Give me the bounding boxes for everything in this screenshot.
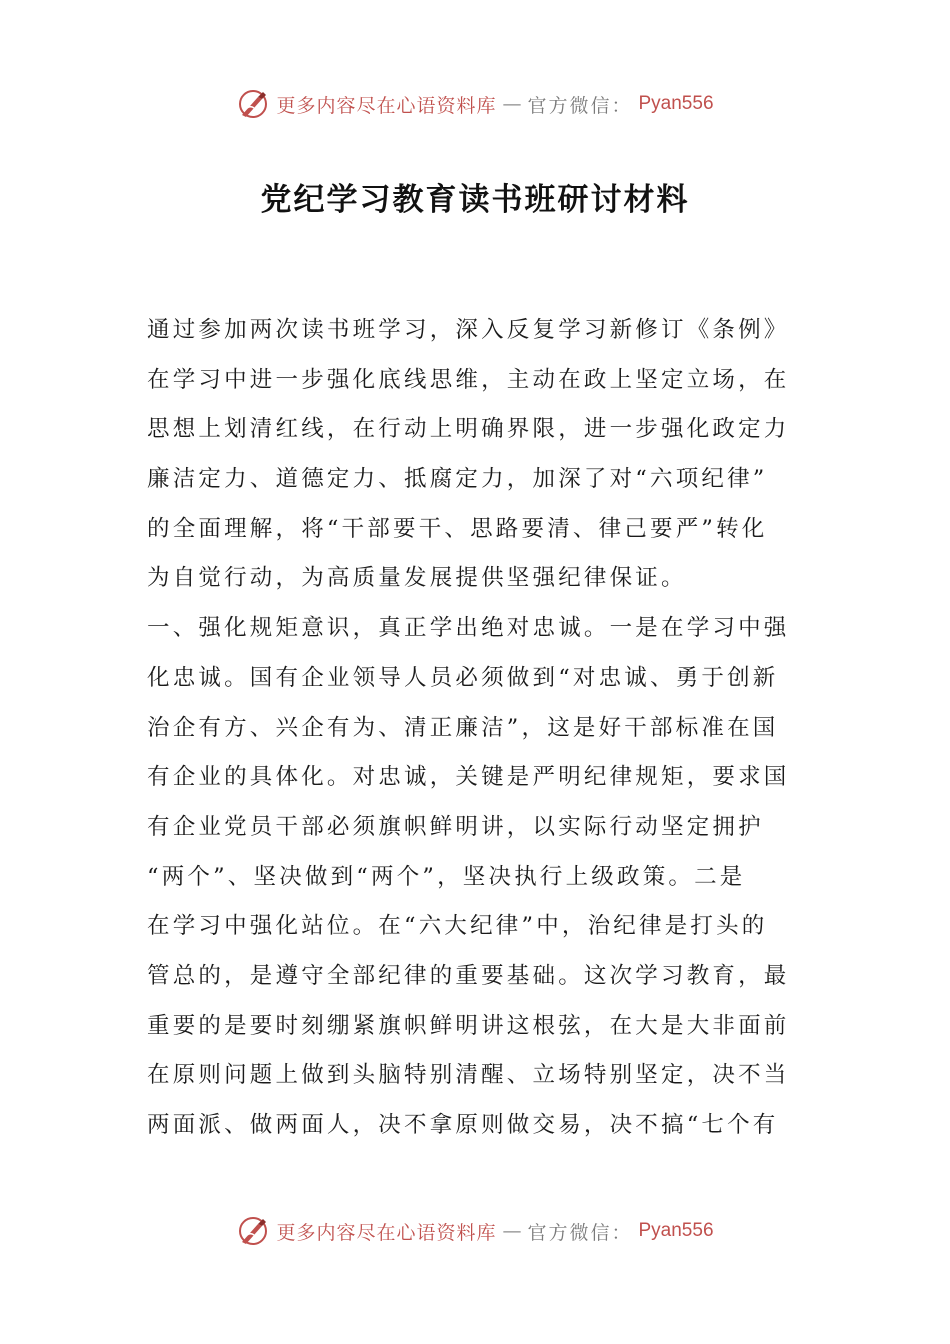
banner-contact-label: 官方微信： <box>527 94 633 117</box>
body-line: 的全面理解，将“干部要干、思路要清、律己要严”转化 <box>147 515 768 542</box>
body-line: 在学习中进一步强化底线思维，主动在政上坚定立场，在 <box>147 366 790 393</box>
document-title: 党纪学习教育读书班研讨材料 <box>260 182 690 218</box>
footer-banner <box>0 1211 950 1251</box>
body-line: 为自觉行动，为高质量发展提供坚强纪律保证。 <box>147 565 687 592</box>
header-banner <box>0 84 950 124</box>
body-line: 廉洁定力、道德定力、抵腐定力，加深了对“六项纪律” <box>147 466 768 493</box>
body-line: 管总的，是遵守全部纪律的重要基础。这次学习教育，最 <box>147 962 790 989</box>
body-line: 两面派、做两面人，决不拿原则做交易，决不搞“七个有 <box>147 1112 779 1138</box>
body-line: 重要的是要时刻绷紧旗帜鲜明讲这根弦，在大是大非面前 <box>147 1012 790 1039</box>
banner-separator: — <box>502 93 522 115</box>
pen-logo-icon <box>236 87 270 121</box>
banner-separator: — <box>502 1220 522 1242</box>
banner-contact-label: 官方微信： <box>527 1221 633 1244</box>
body-line: 有企业党员干部必须旗帜鲜明讲，以实际行动坚定拥护 <box>147 813 764 840</box>
banner-promo-text: 更多内容尽在心语资料库 <box>276 94 497 117</box>
body-line: 通过参加两次读书班学习，深入反复学习新修订《条例》 <box>147 317 790 343</box>
body-line: 治企有方、兴企有为、清正廉洁”，这是好干部标准在国 <box>147 714 779 741</box>
body-line: 有企业的具体化。对忠诚，关键是严明纪律规矩，要求国 <box>147 764 790 791</box>
body-line: “两个”、坚决做到“两个”，坚决执行上级政策。二是 <box>147 863 746 890</box>
body-line: 在原则问题上做到头脑特别清醒、立场特别坚定，决不当 <box>147 1062 790 1089</box>
body-line: 在学习中强化站位。在“六大纪律”中，治纪律是打头的 <box>147 913 768 940</box>
pen-logo-icon <box>236 1214 270 1248</box>
banner-promo-text: 更多内容尽在心语资料库 <box>276 1221 497 1244</box>
body-line: 思想上划清红线，在行动上明确界限，进一步强化政定力 <box>147 416 790 443</box>
banner-contact-id: Pyan556 <box>638 1220 714 1241</box>
document-body <box>147 306 807 1151</box>
body-line: 化忠诚。国有企业领导人员必须做到“对忠诚、勇于创新 <box>147 664 779 691</box>
banner-contact-id: Pyan556 <box>638 93 714 114</box>
body-line: 一、强化规矩意识，真正学出绝对忠诚。一是在学习中强 <box>147 615 790 642</box>
